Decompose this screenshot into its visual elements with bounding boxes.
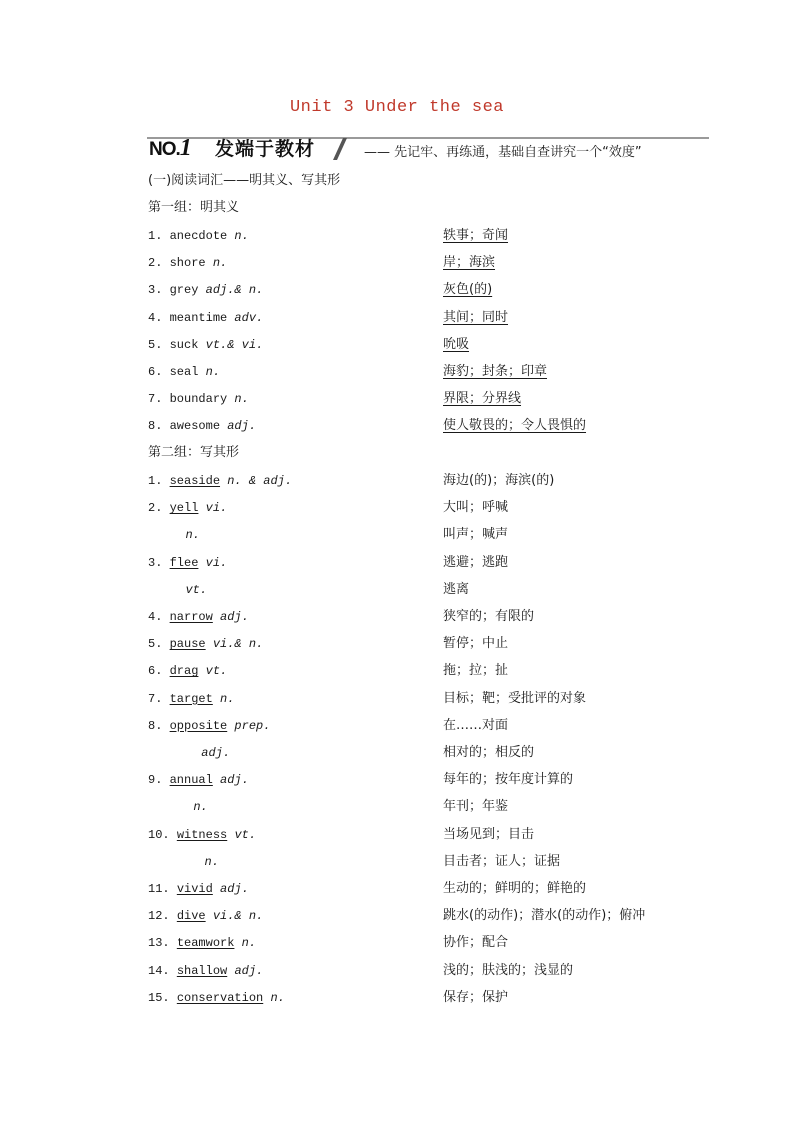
meaning: 跳水(的动作)；潜水(的动作)；俯冲 <box>443 908 646 924</box>
item-number: 5. <box>148 637 163 652</box>
vocab-row <box>148 635 263 653</box>
meaning: 相对的；相反的 <box>443 745 535 760</box>
vocab-row <box>201 744 230 762</box>
part-of-speech: vt. <box>205 664 228 679</box>
part-of-speech: n. <box>270 990 285 1005</box>
meaning: 大叫；呼喊 <box>443 500 509 516</box>
part-of-speech: n. <box>234 229 249 243</box>
part-of-speech: n. <box>234 392 249 407</box>
vocab-word: seal <box>169 365 199 379</box>
vocab-word: meantime <box>169 310 228 325</box>
vocab-row <box>148 363 220 381</box>
meaning: 目标；靶；受批评的对象 <box>443 690 587 706</box>
vocab-word-answer: vivid <box>176 882 213 896</box>
vocab-row <box>148 662 227 680</box>
group2-title: 第二组：写其形 <box>148 445 240 460</box>
item-number: 12. <box>148 909 170 924</box>
vocab-row <box>205 853 219 871</box>
part-of-speech: n. <box>241 936 257 951</box>
vocab-row <box>148 281 263 299</box>
part-of-speech: adj. <box>227 419 257 434</box>
vocab-word-answer: witness <box>176 827 228 842</box>
vocab-row <box>148 499 227 517</box>
vocab-word-answer: seaside <box>169 474 221 488</box>
meaning-answer: 灰色(的) <box>443 282 493 298</box>
vocab-row <box>148 254 227 272</box>
item-number: 2. <box>148 501 163 516</box>
item-number: 10. <box>148 827 170 842</box>
vocab-word-answer: shallow <box>176 963 228 978</box>
part-of-speech: vi.& n. <box>212 637 264 652</box>
item-number: 1. <box>148 229 163 243</box>
meaning-answer: 其间；同时 <box>443 309 509 325</box>
banner-heading: 发端于教材 <box>215 138 316 160</box>
vocab-row <box>148 826 256 844</box>
vocab-row <box>148 962 263 980</box>
vocab-word-answer: dive <box>176 909 206 924</box>
item-number: 5. <box>148 337 163 352</box>
item-number: 7. <box>148 392 163 407</box>
vocab-row <box>193 798 207 816</box>
section-banner <box>147 132 709 160</box>
item-number: 3. <box>148 555 163 570</box>
meaning: 逃避；逃跑 <box>443 554 509 570</box>
part-of-speech: n. <box>220 691 235 706</box>
meaning-answer: 海豹；封条；印章 <box>443 364 548 379</box>
meaning: 协作；配合 <box>443 935 509 951</box>
vocab-word: suck <box>169 337 199 352</box>
meaning: 保存；保护 <box>443 989 509 1005</box>
vocab-row <box>148 336 263 354</box>
part-of-speech: vt. <box>234 827 257 842</box>
meaning-answer: 界限；分界线 <box>443 391 522 407</box>
vocab-word-answer: conservation <box>176 990 264 1005</box>
vocab-row <box>148 554 227 572</box>
banner-number <box>149 135 191 162</box>
part-of-speech: n. <box>212 256 228 271</box>
vocab-row <box>148 717 270 735</box>
vocab-row <box>148 907 263 925</box>
item-number: 4. <box>148 610 163 624</box>
slash-icon <box>333 138 347 160</box>
vocab-row <box>148 227 249 245</box>
meaning: 生动的；鲜明的；鲜艳的 <box>443 881 587 896</box>
vocab-word: grey <box>169 283 199 298</box>
item-number: 3. <box>148 283 163 298</box>
banner-no-text: NO. <box>149 139 180 160</box>
meaning-answer: 轶事；奇闻 <box>443 228 509 243</box>
vocab-word: shore <box>169 256 206 271</box>
meaning: 逃离 <box>443 581 470 597</box>
meaning: 海边(的)；海滨(的) <box>443 473 555 488</box>
vocab-word-answer: yell <box>169 501 199 516</box>
vocab-word-answer: teamwork <box>176 936 235 951</box>
vocab-word: awesome <box>169 419 221 434</box>
meaning: 在……对面 <box>443 717 509 733</box>
vocab-word-answer: opposite <box>169 718 228 733</box>
item-number: 8. <box>148 419 163 434</box>
vocab-row <box>148 608 249 626</box>
meaning: 目击者；证人；证据 <box>443 853 561 869</box>
part-of-speech: vt.& vi. <box>205 337 264 352</box>
part-of-speech: adj. <box>220 882 249 896</box>
vocab-row <box>148 309 263 327</box>
vocab-word: boundary <box>169 392 228 407</box>
part-of-speech: vi. <box>205 555 228 570</box>
meaning: 每年的；按年度计算的 <box>443 772 574 788</box>
item-number: 6. <box>148 664 163 679</box>
meaning: 狭窄的；有限的 <box>443 609 535 624</box>
part-of-speech: n. <box>204 854 219 869</box>
item-number: 14. <box>148 963 170 978</box>
item-number: 11. <box>148 882 170 896</box>
part-of-speech: adj. <box>220 773 249 788</box>
part-of-speech: adv. <box>234 310 264 325</box>
part-of-speech: n. <box>205 365 221 379</box>
item-number: 1. <box>148 474 163 488</box>
meaning-answer: 吮吸 <box>443 336 470 352</box>
vocab-row <box>148 880 249 898</box>
vocab-word: anecdote <box>169 229 228 243</box>
vocab-row <box>148 690 234 708</box>
vocab-word-answer: annual <box>169 773 213 788</box>
meaning-answer: 使人敬畏的；令人畏惧的 <box>443 418 587 434</box>
item-number: 15. <box>148 990 170 1005</box>
banner-subtitle: —— 先记牢、再练通，基础自查讲究一个“效度” <box>364 145 642 160</box>
part-of-speech: vt. <box>185 582 208 597</box>
part-of-speech: adj. <box>234 963 264 978</box>
vocab-word-answer: drag <box>169 664 199 679</box>
part-of-speech: n. & adj. <box>227 474 293 488</box>
vocab-word-answer: target <box>169 691 213 706</box>
banner-no-num: 1 <box>179 135 191 161</box>
meaning: 叫声；喊声 <box>443 527 509 543</box>
vocab-row <box>185 581 207 599</box>
item-number: 8. <box>148 718 163 733</box>
item-number: 13. <box>148 936 170 951</box>
vocab-row <box>148 390 249 408</box>
vocab-word-answer: flee <box>169 555 199 570</box>
part-of-speech: n. <box>193 800 208 815</box>
meaning: 暂停；中止 <box>443 636 509 652</box>
vocab-row <box>148 472 292 490</box>
item-number: 6. <box>148 365 163 379</box>
item-number: 9. <box>148 773 163 788</box>
part-of-speech: vi.& n. <box>212 909 264 924</box>
part-of-speech: vi. <box>205 501 228 516</box>
meaning: 拖；拉；扯 <box>443 663 509 679</box>
page-title: Unit 3 Under the sea <box>289 98 505 117</box>
meaning: 年刊；年鉴 <box>443 799 509 815</box>
item-number: 4. <box>148 310 163 325</box>
vocab-word-answer: narrow <box>169 610 213 624</box>
part-of-speech: adj.& n. <box>205 283 264 298</box>
vocab-row <box>148 989 285 1007</box>
group1-title: 第一组：明其义 <box>148 200 240 215</box>
vocab-row <box>185 526 199 544</box>
part-of-speech: adj. <box>220 610 249 624</box>
part-of-speech: n. <box>185 528 200 543</box>
vocab-word-answer: pause <box>169 637 206 652</box>
part-of-speech: prep. <box>234 718 271 733</box>
vocab-row <box>148 417 256 435</box>
meaning: 浅的；肤浅的；浅显的 <box>443 962 574 978</box>
part-of-speech: adj. <box>201 746 231 760</box>
meaning-answer: 岸；海滨 <box>443 255 496 271</box>
meaning: 当场见到；目击 <box>443 826 535 842</box>
section-heading: (一)阅读词汇——明其义、写其形 <box>148 173 341 188</box>
item-number: 2. <box>148 256 163 271</box>
vocab-row <box>148 771 249 789</box>
item-number: 7. <box>148 691 163 706</box>
vocab-row <box>148 934 256 952</box>
